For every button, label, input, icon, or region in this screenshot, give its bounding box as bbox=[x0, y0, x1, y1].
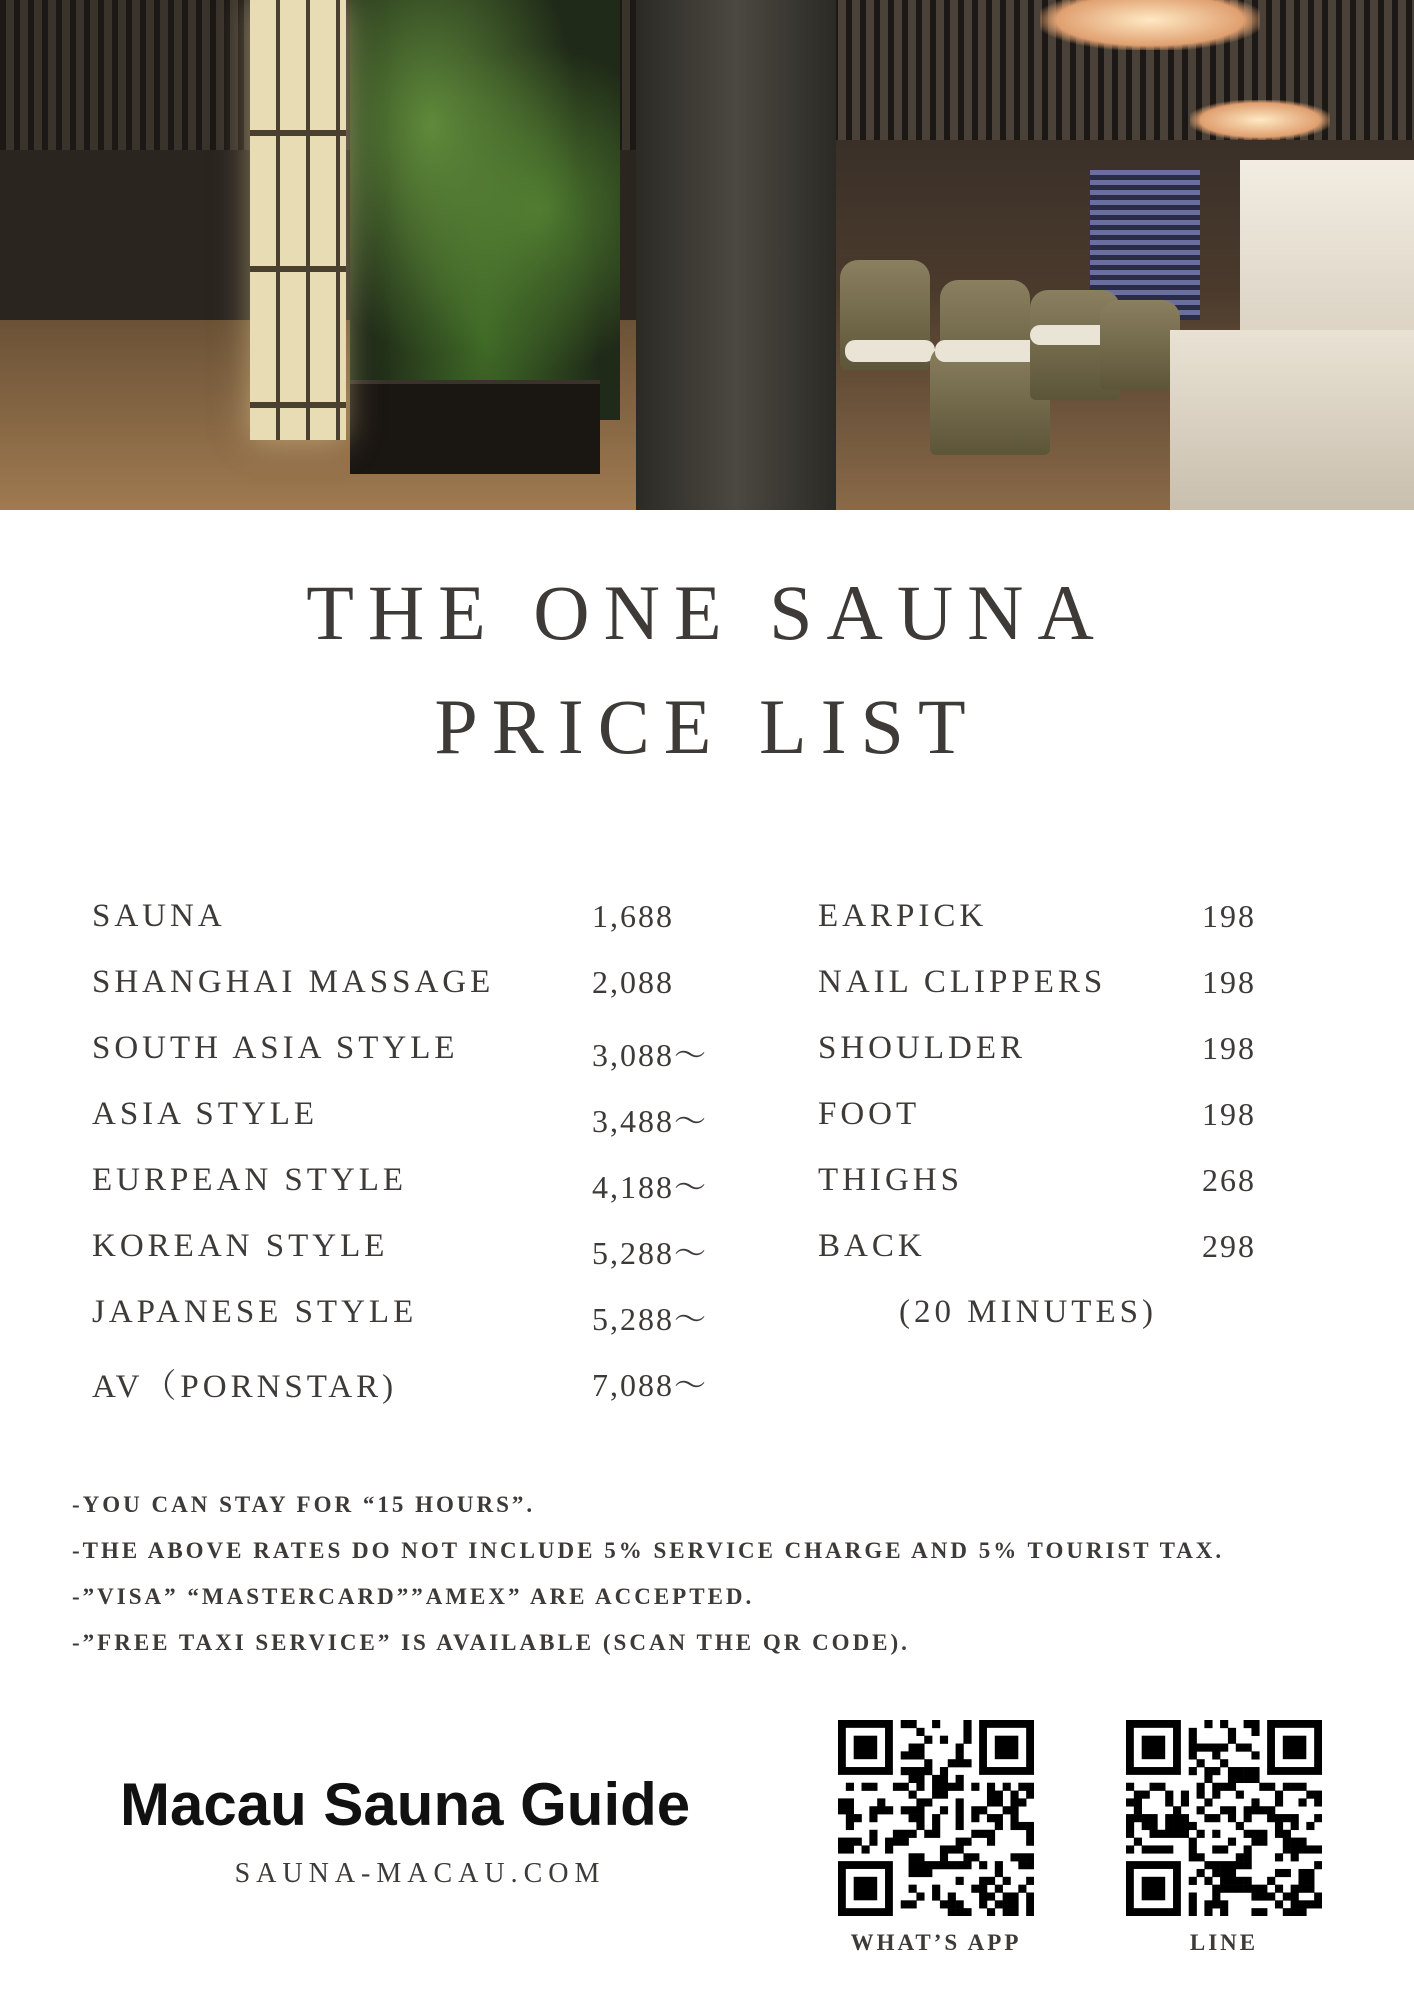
option-name: BACK bbox=[818, 1228, 926, 1264]
page-title-line1: THE ONE SAUNA bbox=[306, 569, 1108, 656]
option-price-list bbox=[818, 898, 1298, 1360]
service-price: 3,488～ bbox=[592, 1103, 709, 1139]
page-title-line2: PRICE LIST bbox=[434, 683, 980, 770]
brand-name: Macau Sauna Guide bbox=[120, 1771, 691, 1838]
option-name: FOOT bbox=[818, 1096, 921, 1132]
option-name: EARPICK bbox=[818, 898, 988, 934]
option-price: 198 bbox=[1202, 898, 1256, 934]
price-row bbox=[818, 1030, 1298, 1096]
whatsapp-qr-code[interactable] bbox=[838, 1720, 1034, 1916]
service-name: SOUTH ASIA STYLE bbox=[92, 1030, 459, 1066]
service-price: 4,188～ bbox=[592, 1169, 709, 1205]
price-row bbox=[818, 1096, 1298, 1162]
service-name: SAUNA bbox=[92, 898, 226, 934]
line-qr-code[interactable] bbox=[1126, 1720, 1322, 1916]
option-price: 198 bbox=[1202, 1096, 1256, 1132]
note-service-charge: -THE ABOVE RATES DO NOT INCLUDE 5% SERVICE CHARGE AND 5% TOURIST TAX. bbox=[72, 1538, 1225, 1563]
whatsapp-qr-label: WHAT’S APP bbox=[850, 1930, 1022, 1955]
price-row bbox=[92, 1294, 732, 1360]
service-name: ASIA STYLE bbox=[92, 1096, 319, 1132]
service-name: SHANGHAI MASSAGE bbox=[92, 964, 495, 1000]
service-name: AV（PORNSTAR) bbox=[92, 1369, 398, 1405]
hero-photo-lobby bbox=[0, 0, 636, 510]
note-stay-hours: -YOU CAN STAY FOR “15 HOURS”. bbox=[72, 1492, 536, 1517]
terms-notes bbox=[72, 1482, 1372, 1666]
service-name: JAPANESE STYLE bbox=[92, 1294, 418, 1330]
main-price-list bbox=[92, 898, 732, 1426]
brand-url[interactable]: SAUNA-MACAU.COM bbox=[234, 1858, 606, 1889]
price-row bbox=[92, 964, 732, 1030]
price-row bbox=[92, 1030, 732, 1096]
note-free-taxi: -”FREE TAXI SERVICE” IS AVAILABLE (SCAN THE QR CODE). bbox=[72, 1630, 910, 1655]
service-price: 5,288～ bbox=[592, 1301, 709, 1337]
price-row bbox=[818, 898, 1298, 964]
duration-note: (20 MINUTES) bbox=[899, 1294, 1157, 1330]
service-price: 1,688 bbox=[592, 898, 674, 934]
duration-note-row bbox=[818, 1294, 1298, 1360]
line-qr-label: LINE bbox=[1189, 1930, 1259, 1955]
service-price: 5,288～ bbox=[592, 1235, 709, 1271]
price-row bbox=[92, 1228, 732, 1294]
hero-photo bbox=[0, 0, 1414, 510]
service-price: 2,088 bbox=[592, 964, 674, 1000]
price-row bbox=[818, 1228, 1298, 1294]
service-price: 7,088～ bbox=[592, 1367, 709, 1403]
price-row bbox=[92, 1096, 732, 1162]
price-row bbox=[92, 1162, 732, 1228]
option-name: SHOULDER bbox=[818, 1030, 1027, 1066]
note-cards-accepted: -”VISA” “MASTERCARD””AMEX” ARE ACCEPTED. bbox=[72, 1584, 755, 1609]
price-row bbox=[818, 1162, 1298, 1228]
option-price: 198 bbox=[1202, 1030, 1256, 1066]
option-price: 298 bbox=[1202, 1228, 1256, 1264]
service-name: EURPEAN STYLE bbox=[92, 1162, 408, 1198]
option-price: 268 bbox=[1202, 1162, 1256, 1198]
price-row bbox=[92, 898, 732, 964]
service-price: 3,088～ bbox=[592, 1037, 709, 1073]
option-name: THIGHS bbox=[818, 1162, 963, 1198]
option-name: NAIL CLIPPERS bbox=[818, 964, 1107, 1000]
option-price: 198 bbox=[1202, 964, 1256, 1000]
service-name: KOREAN STYLE bbox=[92, 1228, 389, 1264]
price-row bbox=[818, 964, 1298, 1030]
price-row bbox=[92, 1360, 732, 1426]
